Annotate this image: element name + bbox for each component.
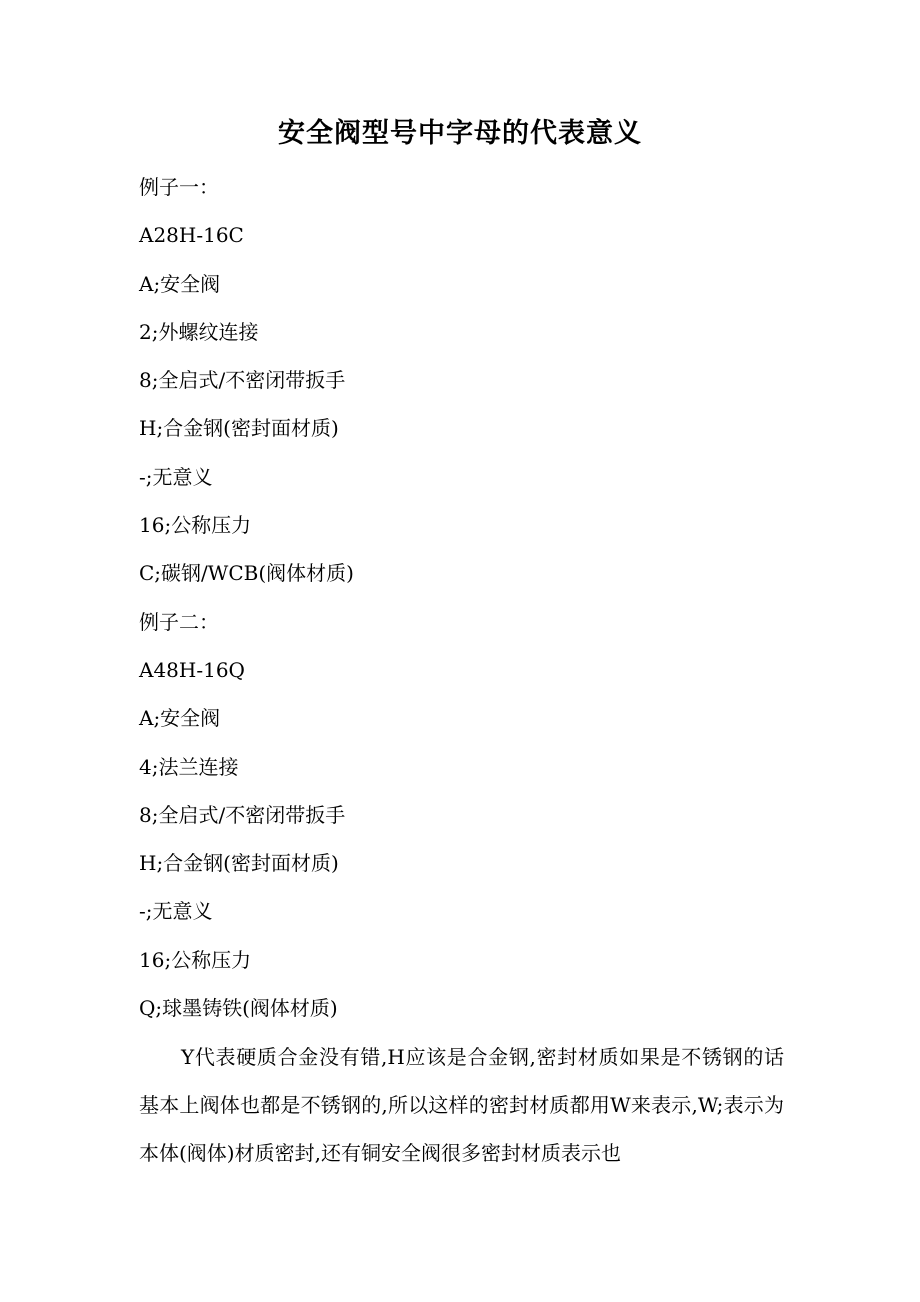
list-item: 4;法兰连接 bbox=[139, 754, 239, 779]
list-item: A;安全阀 bbox=[139, 271, 221, 296]
body-paragraph: Y代表硬质合金没有错,H应该是合金钢,密封材质如果是不锈钢的话基本上阀体也都是不锈钢的,所以这样的密封材质都用W来表示,W;表示为本体(阀体)材质密封,还有铜安全阀很多密封材质表示也 bbox=[139, 1045, 784, 1165]
list-item: 8;全启式/不密闭带扳手 bbox=[139, 802, 346, 827]
list-item: 2;外螺纹连接 bbox=[139, 319, 259, 344]
list-item: 例子二： bbox=[139, 609, 219, 634]
list-item: -;无意义 bbox=[139, 899, 213, 924]
list-item: A48H-16Q bbox=[139, 657, 245, 682]
document-title: 安全阀型号中字母的代表意义 bbox=[278, 118, 642, 149]
list-item: H;合金钢(密封面材质) bbox=[139, 851, 339, 876]
list-item: A28H-16C bbox=[139, 223, 244, 248]
list-item: 8;全启式/不密闭带扳手 bbox=[139, 368, 346, 393]
list-item: H;合金钢(密封面材质) bbox=[139, 416, 339, 441]
model-code-list bbox=[139, 168, 789, 1037]
list-item: A;安全阀 bbox=[139, 706, 221, 731]
list-item: 16;公称压力 bbox=[139, 947, 252, 972]
list-item: C;碳钢/WCB(阀体材质) bbox=[139, 561, 354, 586]
list-item: -;无意义 bbox=[139, 464, 213, 489]
list-item: Q;球墨铸铁(阀体材质) bbox=[139, 996, 338, 1021]
list-item: 16;公称压力 bbox=[139, 513, 252, 538]
list-item: 例子一： bbox=[139, 175, 219, 199]
